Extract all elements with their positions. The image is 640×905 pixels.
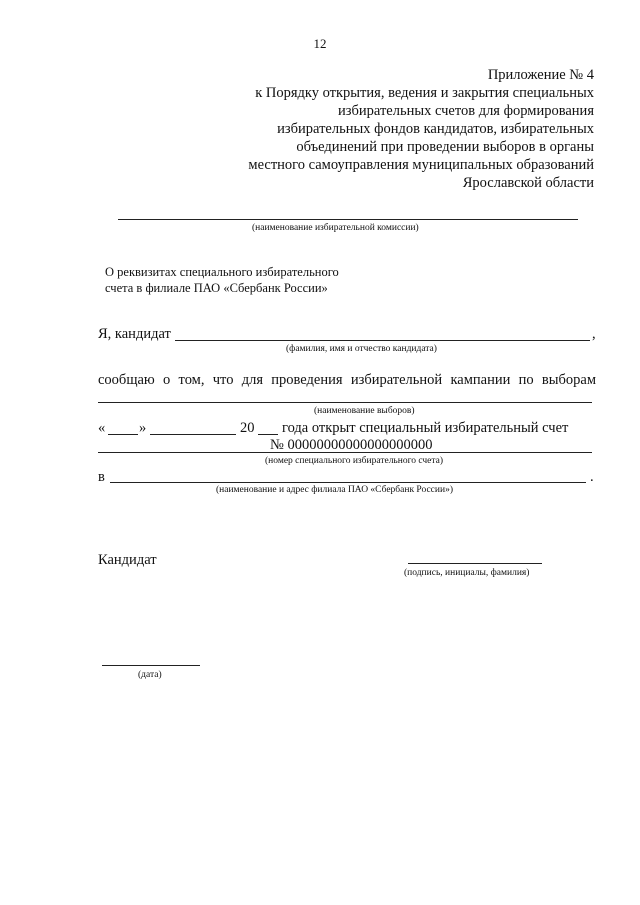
subject-line: О реквизитах специального избирательного bbox=[105, 265, 339, 279]
candidate-name-field[interactable] bbox=[175, 340, 590, 341]
elections-name-field[interactable] bbox=[98, 402, 592, 403]
header-line: избирательных фондов кандидатов, избирательных bbox=[277, 121, 594, 137]
day-field[interactable] bbox=[108, 434, 138, 435]
header-line: избирательных счетов для формирования bbox=[338, 103, 594, 119]
commission-name-field[interactable] bbox=[118, 219, 578, 220]
branch-period: . bbox=[590, 469, 594, 485]
elections-caption: (наименование выборов) bbox=[314, 406, 415, 416]
account-opened-text: года открыт специальный избирательный счет bbox=[282, 420, 569, 436]
account-number: № 00000000000000000000 bbox=[270, 437, 433, 453]
branch-caption: (наименование и адрес филиала ПАО «Сбербанк России») bbox=[216, 485, 453, 495]
signature-caption: (подпись, инициалы, фамилия) bbox=[404, 568, 530, 578]
year-field[interactable] bbox=[258, 434, 278, 435]
report-statement: сообщаю о том, что для проведения избирательной кампании по выборам bbox=[98, 372, 596, 388]
year-prefix: 20 bbox=[240, 420, 255, 436]
date-caption: (дата) bbox=[138, 670, 162, 680]
open-quote: « bbox=[98, 420, 106, 436]
close-quote: » bbox=[139, 420, 147, 436]
signature-label: Кандидат bbox=[98, 552, 157, 568]
branch-name-field[interactable] bbox=[110, 482, 586, 483]
commission-caption: (наименование избирательной комиссии) bbox=[252, 223, 419, 233]
header-line: объединений при проведении выборов в органы bbox=[296, 139, 594, 155]
candidate-comma: , bbox=[592, 326, 596, 342]
month-field[interactable] bbox=[150, 434, 236, 435]
page-number: 12 bbox=[313, 36, 327, 51]
header-line: к Порядку открытия, ведения и закрытия специальных bbox=[255, 85, 594, 101]
header-line: Ярославской области bbox=[462, 175, 594, 191]
branch-label: в bbox=[98, 469, 105, 485]
candidate-label: Я, кандидат bbox=[98, 326, 171, 342]
appendix-title: Приложение № 4 bbox=[487, 67, 594, 83]
subject-line: счета в филиале ПАО «Сбербанк России» bbox=[105, 281, 328, 295]
candidate-caption: (фамилия, имя и отчество кандидата) bbox=[286, 344, 437, 354]
header-line: местного самоуправления муниципальных образований bbox=[248, 157, 594, 173]
date-field[interactable] bbox=[102, 665, 200, 666]
signature-field[interactable] bbox=[408, 563, 542, 564]
account-caption: (номер специального избирательного счета) bbox=[265, 456, 444, 466]
account-number-field[interactable] bbox=[98, 452, 592, 453]
